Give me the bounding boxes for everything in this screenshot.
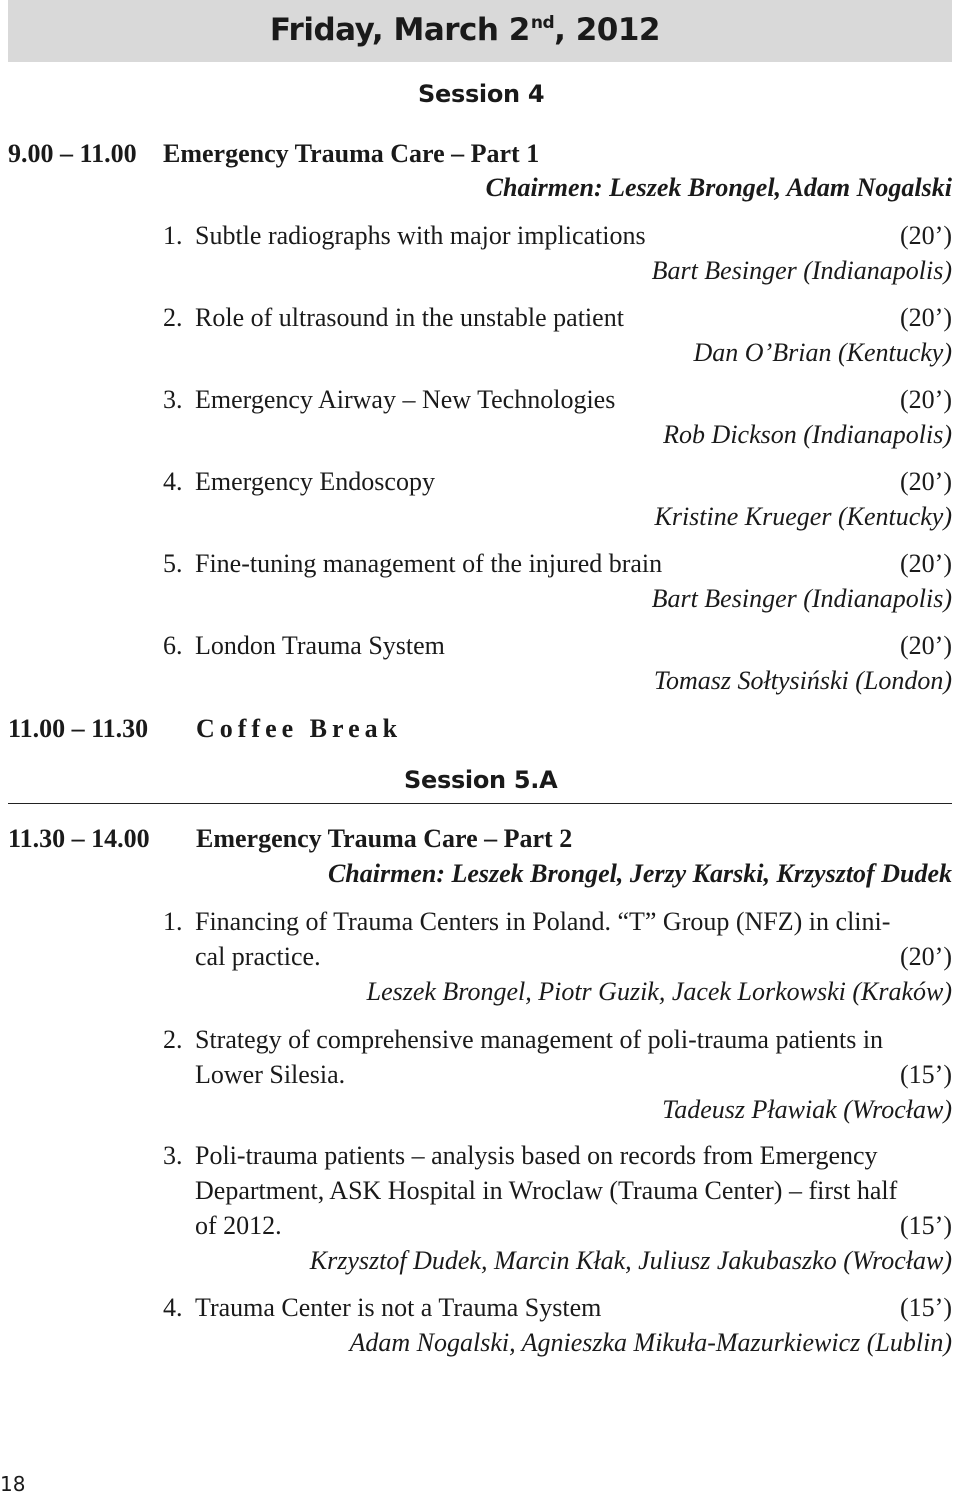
session-5a-chairmen: Chairmen: Leszek Brongel, Jerzy Karski, Krzysztof Dudek [327,859,952,888]
talk-speaker: Tadeusz Pławiak (Wrocław) [662,1095,952,1124]
talk-duration: (20’) [900,303,952,332]
talk-duration: (15’) [900,1293,952,1322]
page-number: 18 [0,1472,26,1496]
talk-title: Subtle radiographs with major implications [195,221,646,250]
title-main: Friday, March 2 [269,12,530,48]
talk-title-line: Financing of Trauma Centers in Poland. “T” Group (NFZ) in clini- [195,907,891,936]
talk-speaker: Bart Besinger (Indianapolis) [651,584,952,613]
session-4-heading: Session 4 [418,80,545,108]
title-year: , 2012 [554,12,660,48]
talk-duration: (20’) [900,631,952,660]
talk-number: 1. [163,907,183,936]
talk-number: 3. [163,1141,183,1170]
talk-number: 2. [163,303,183,332]
page-title [270,12,660,48]
talk-title-line: of 2012. [195,1211,282,1240]
talk-title-line: Trauma Center is not a Trauma System [195,1293,602,1322]
talk-duration: (20’) [900,385,952,414]
talk-title: London Trauma System [195,631,445,660]
session-4-time: 9.00 – 11.00 [8,139,137,168]
session-5a-heading: Session 5.A [404,766,558,794]
session-5a-block-title: Emergency Trauma Care – Part 2 [196,824,573,853]
talk-number: 3. [163,385,183,414]
session-5a-time: 11.30 – 14.00 [8,824,150,853]
talk-number: 4. [163,467,183,496]
talk-speaker: Dan O’Brian (Kentucky) [693,338,952,367]
talk-duration: (20’) [900,221,952,250]
section-divider [8,803,952,804]
talk-number: 6. [163,631,183,660]
talk-title-line: Poli-trauma patients – analysis based on records from Emergency [195,1141,878,1170]
talk-speaker: Adam Nogalski, Agnieszka Mikuła-Mazurkiewicz (Lublin) [349,1328,952,1357]
talk-number: 4. [163,1293,183,1322]
talk-title-line: Department, ASK Hospital in Wroclaw (Trauma Center) – first half [195,1176,898,1205]
talk-speaker: Tomasz Sołtysiński (London) [653,666,952,695]
talk-title-line: Lower Silesia. [195,1060,346,1089]
talk-duration: (20’) [900,467,952,496]
session-4-chairmen: Chairmen: Leszek Brongel, Adam Nogalski [485,173,952,202]
talk-duration: (20’) [900,942,952,971]
title-superscript: nd [530,13,555,33]
talk-title: Emergency Airway – New Technologies [195,385,616,414]
talk-title: Fine-tuning management of the injured brain [195,549,663,578]
talk-number: 5. [163,549,183,578]
talk-title: Emergency Endoscopy [195,467,435,496]
talk-title-line: cal practice. [195,942,321,971]
session-4-block-title: Emergency Trauma Care – Part 1 [163,139,540,168]
talk-duration: (15’) [900,1211,952,1240]
talk-speaker: Rob Dickson (Indianapolis) [663,420,952,449]
talk-speaker: Leszek Brongel, Piotr Guzik, Jacek Lorkowski (Kraków) [366,977,952,1006]
talk-title: Role of ultrasound in the unstable patient [195,303,624,332]
talk-speaker: Bart Besinger (Indianapolis) [651,256,952,285]
talk-number: 1. [163,221,183,250]
talk-duration: (20’) [900,549,952,578]
talk-title-line: Strategy of comprehensive management of poli-trauma patients in [195,1025,884,1054]
page-header [8,0,952,62]
coffee-break-time: 11.00 – 11.30 [8,714,149,743]
talk-speaker: Krzysztof Dudek, Marcin Kłak, Juliusz Jakubaszko (Wrocław) [309,1246,952,1275]
talk-duration: (15’) [900,1060,952,1089]
talk-speaker: Kristine Krueger (Kentucky) [654,502,952,531]
talk-number: 2. [163,1025,183,1054]
coffee-break-label: Coffee Break [196,714,403,743]
